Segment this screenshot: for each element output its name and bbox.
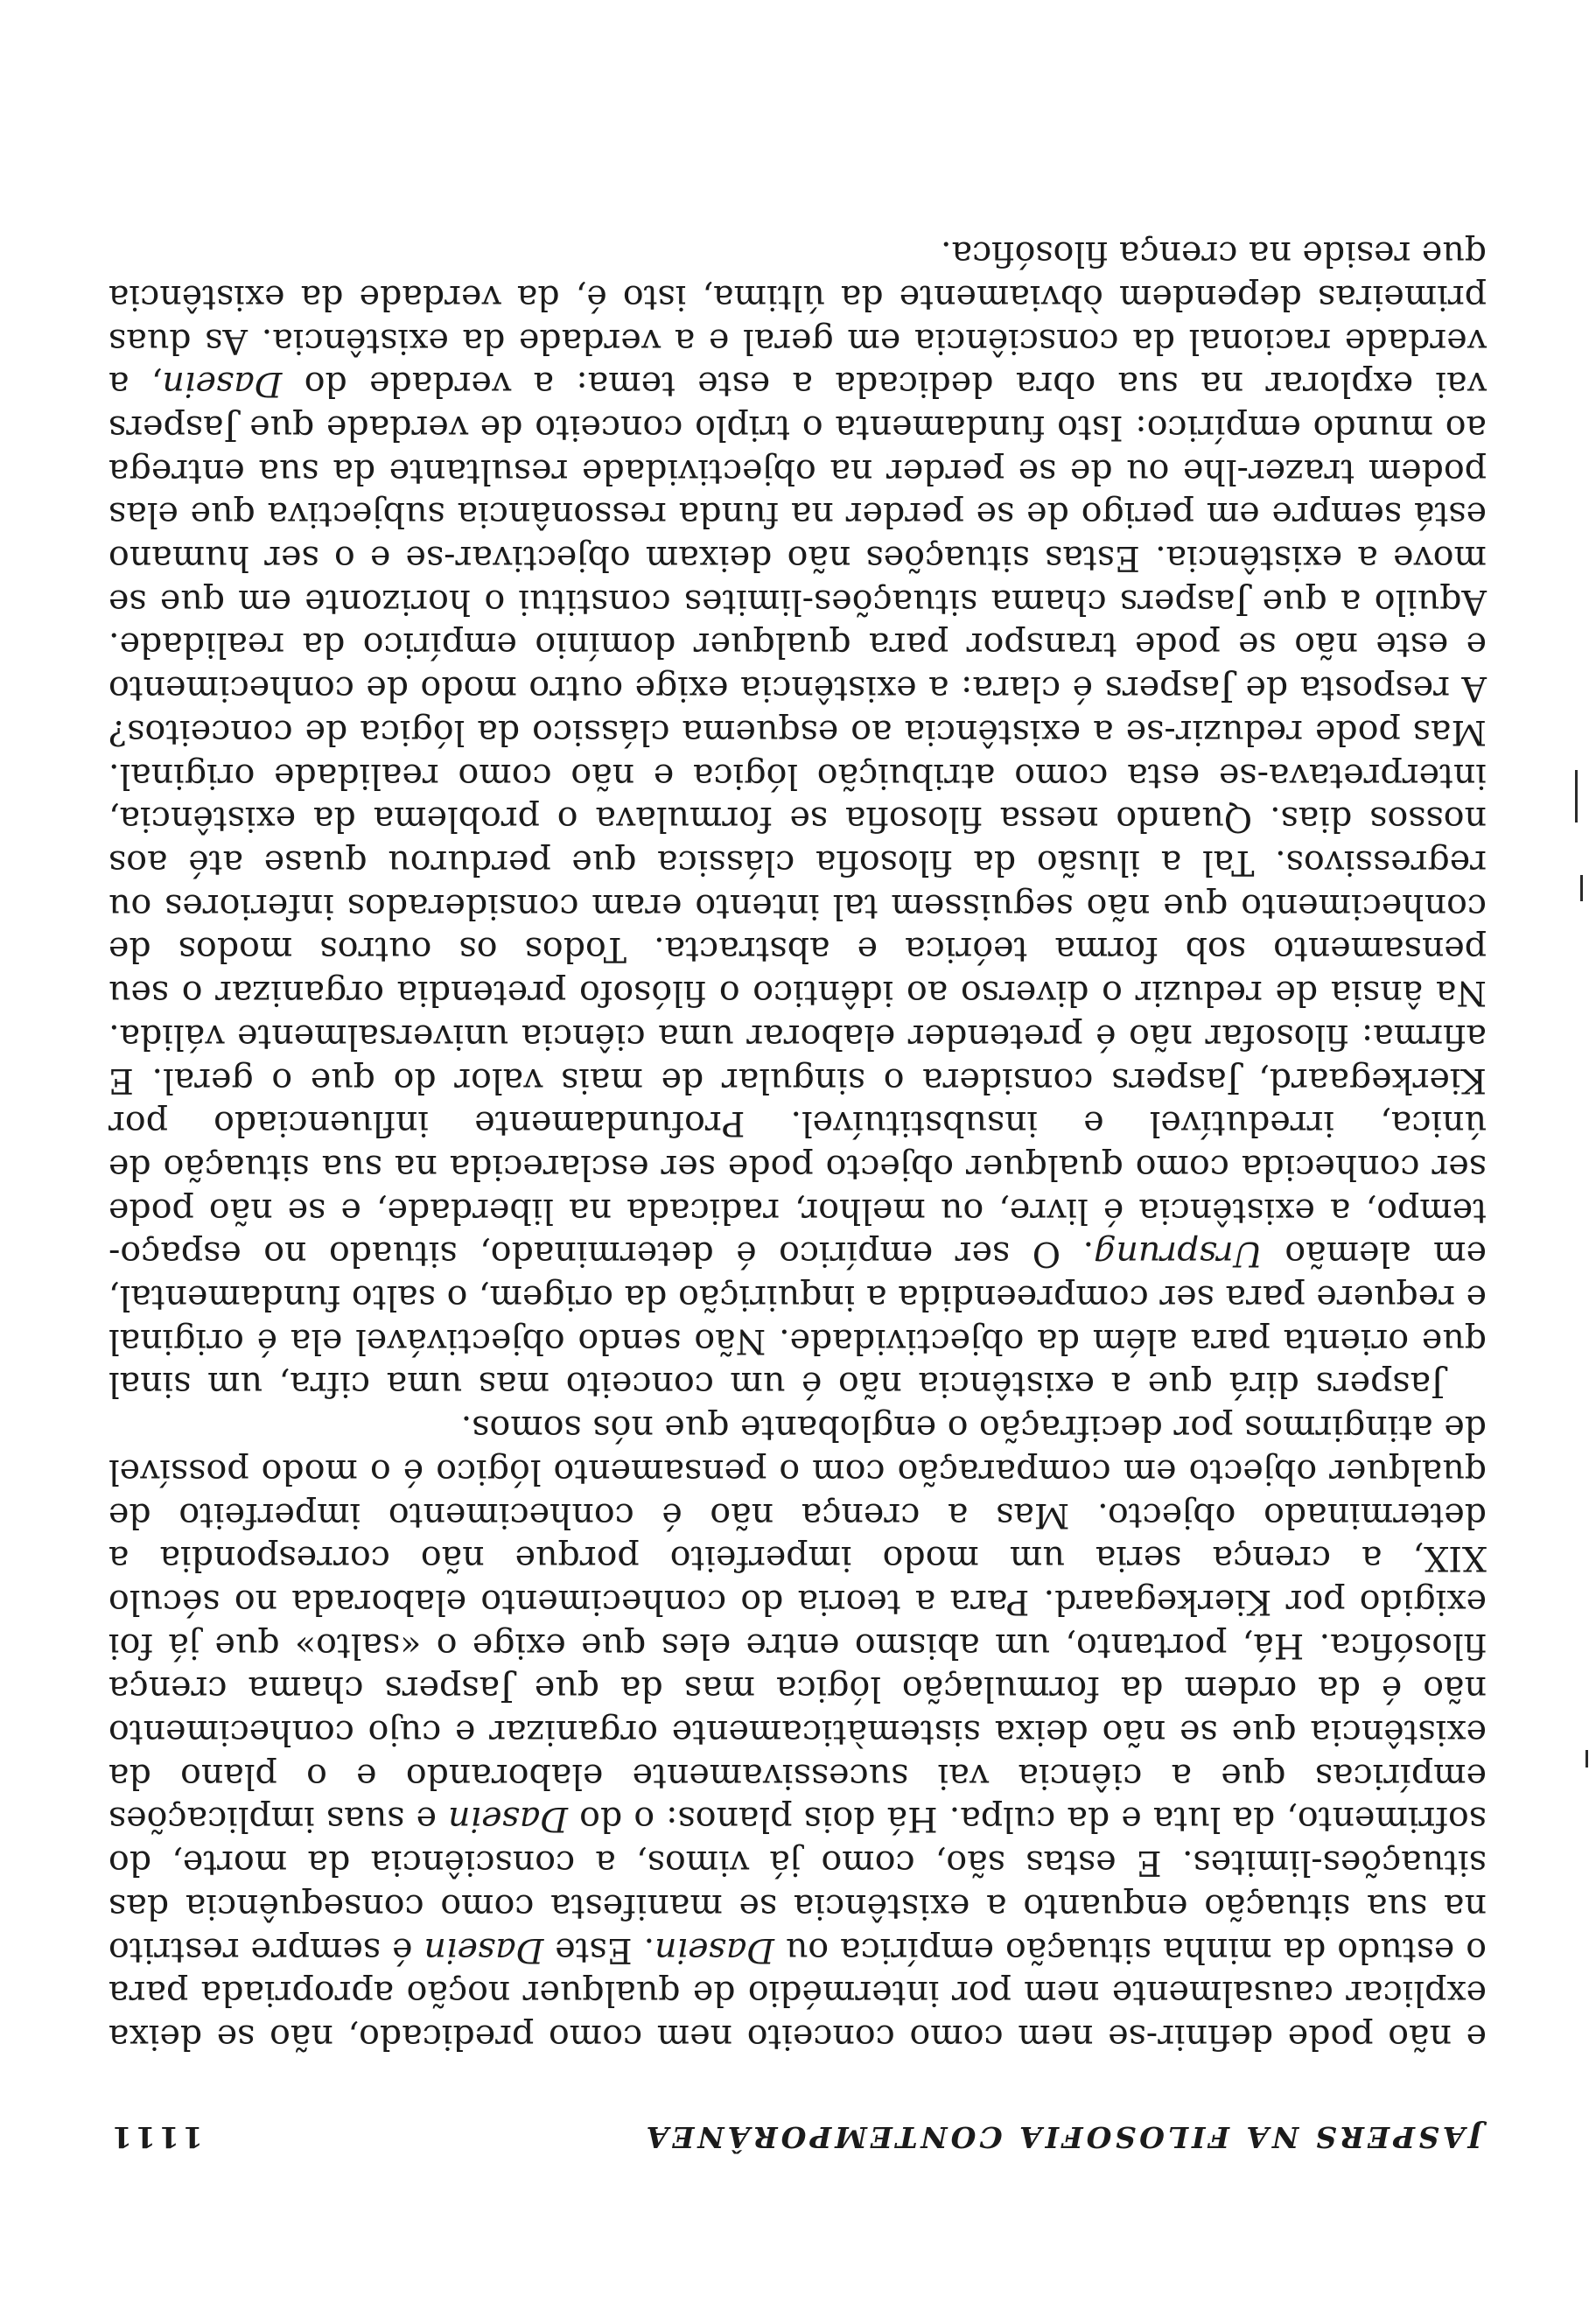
paragraph: [108, 231, 1487, 1405]
text-run: . O ser empírico é determinado, situado no espaço-tempo, a existência é livre, ou melhor, radicada na liberdade, e se não pode ser conhecida como qualquer objecto pode ser esclarecida na sua situação de única, irredutível e insubstituível. Profundamente influenciado por Kierkegaard, Jaspers considera o singular de mais valor do que o geral. E afirma: filosofar não é pretender elaborar uma ciência universalmente válida. Na ânsia de reduzir o diverso ao idêntico o filósofo pretendia organizar o seu pensamento sob forma teórica e abstracta. Todos os outros modos de conhecimento que não seguissem tal intento eram considerados inferiores ou regressivos. Tal a ilusão da filosofia clássica que perdurou quase até aos nossos dias. Quando nessa filosofia se formulava o problema da existência, interpretava-se esta como atribuição lógica e não como realidade original. Mas pode reduzir-se a existência ao esquema clássico da lógica de conceitos? A resposta de Jaspers é clara: a existência exige outro modo de conhecimento e este não se pode transpor para qualquer domínio empírico da realidade. Aquilo a que Jaspers chama situações-limites constitui o horizonte em que se move a existência. Estas situações não deixam objectivar-se e o ser humano está sempre em perigo de se perder na funda ressonância subjectiva que elas podem trazer-lhe ou de se perder na objectividade resultante da sua entrega ao mundo empírico: Isto fundamenta o triplo conceito de verdade que Jaspers vai explorar na sua obra dedicada a este tema: a verdade do: [108, 364, 1487, 1275]
text-run: , a verdade racional da consciência em geral e a verdade da existência. As duas primeiras dependem òbviamente da última, isto é, da verdade da existência que reside na crença filosófica.: [108, 234, 1487, 405]
text-run: . Este: [543, 1929, 655, 1970]
italic-term: Ursprung: [1094, 1234, 1263, 1275]
scan-speck: [1586, 1750, 1588, 1768]
scan-speck: [1575, 770, 1578, 822]
italic-term: Dasein: [162, 364, 283, 405]
running-header: [108, 2110, 1482, 2154]
page-number: 1111: [108, 2120, 203, 2154]
paragraph: [108, 1405, 1487, 2058]
text-run: e não pode definir-se nem como conceito nem como predicado, não se deixa explicar causalmente nem por intermédio de qualquer noção apropriada para o estudo da minha situação empírica ou: [108, 1929, 1487, 2057]
italic-term: Dasein: [424, 1929, 544, 1970]
running-title: JASPERS NA FILOSOFIA CONTEMPORÂNEA: [642, 2120, 1482, 2154]
text-run: Jaspers dirá que a existência não é um conceito mas uma cifra, um sinal que orienta para além da objectividade. Não sendo objectivável ela é original e requere para ser compreendida a inquirição da origem, o salto fundamental, em alemão: [108, 1234, 1487, 1405]
scan-speck: [1580, 875, 1583, 901]
body-text: [108, 231, 1487, 2058]
text-run: e suas implicações empíricas que a ciência vai sucessivamente elaborando e o plano da existência que se não deixa sistemàticamente organizar e cujo conhecimento não é da ordem da formulação lógica mas da que Jaspers chama crença filosófica. Há, portanto, um abismo entre eles que exige o «salto» que já foi exigido por Kierkegaard. Para a teoria do conhecimento elaborada no século XIX, a crença seria um modo imperfeito porque não correspondia a determinado objecto. Mas a crença não é conhecimento imperfeito de qualquer objecto em comparação com o pensamento lógico é o modo possível de atingirmos por decifração o englobante que nós somos.: [108, 1408, 1487, 1840]
italic-term: Dasein: [448, 1799, 569, 1840]
text-run: é sempre restrito na sua situação enquanto a existência se manifesta como consequência das situações-limites. E estas são, como já vimos, a consciência da morte, do sofrimento, da luta e da culpa. Há dois planos: o do: [108, 1799, 1487, 1970]
italic-term: Dasein: [654, 1929, 775, 1970]
